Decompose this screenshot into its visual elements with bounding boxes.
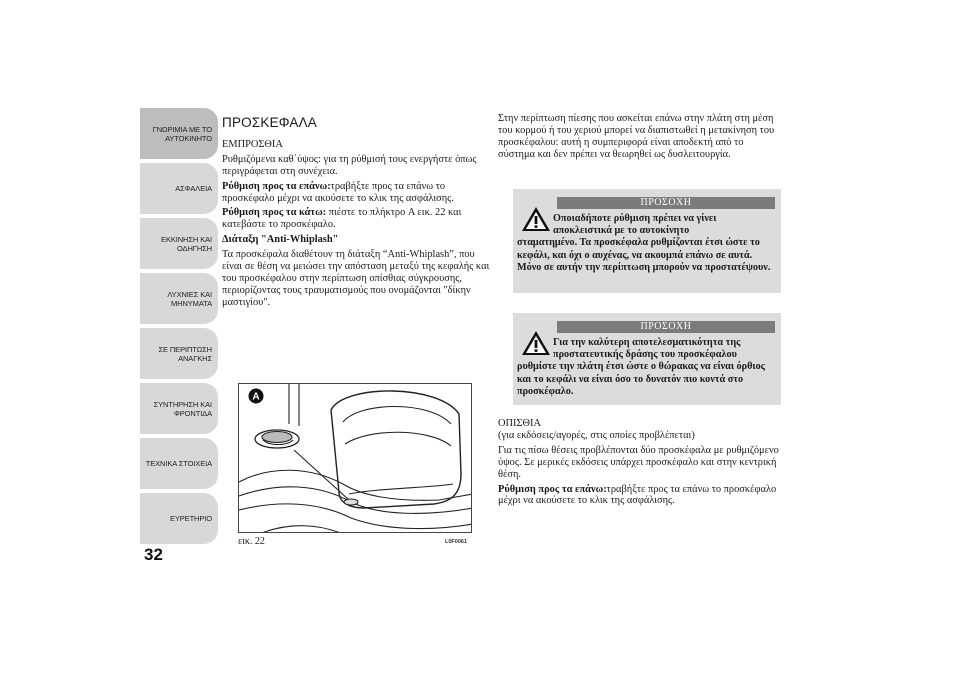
page-title: ΠΡΟΣΚΕΦΑΛΑ xyxy=(222,115,318,130)
anti-whiplash-text: Τα προσκέφαλα διαθέτουν τη διάταξη “Anti-Whiplash”, που είναι σε θέση να μειώσει την απόσταση μεταξύ της κεφαλής και του προσκέφαλου στην περίπτωση οπίσθιας σύγκρουσης, περιορίζοντας τους τραυματισμούς που ονομάζονται "δίκην μαστιγίου". xyxy=(222,249,490,308)
warning-box-2 xyxy=(513,313,781,405)
sidebar-item-emergency[interactable] xyxy=(140,328,218,379)
sidebar-item-starting-driving[interactable] xyxy=(140,218,218,269)
sidebar-item-label: ΕΚΚΙΝΗΣΗ ΚΑΙ ΟΔΗΓΗΣΗ xyxy=(161,234,212,253)
down-adjust-paragraph xyxy=(222,207,492,231)
rear-up-paragraph xyxy=(498,484,780,508)
sidebar-item-safety[interactable] xyxy=(140,163,218,214)
down-adjust-text: πιέστε το πλήκτρο A εικ. 22 και κατεβάστε το προσκέφαλο. xyxy=(222,207,462,231)
up-adjust-label: Ρύθμιση προς τα επάνω: xyxy=(222,180,331,192)
callout-a-label: A xyxy=(252,391,260,403)
sidebar-item-label: ΤΕΧΝΙΚΑ ΣΤΟΙΧΕΙΑ xyxy=(145,459,212,468)
sidebar-item-label: ΣΕ ΠΕΡΙΠΤΩΣΗ ΑΝΑΓΚΗΣ xyxy=(158,344,212,363)
down-adjust-label: Ρύθμιση προς τα κάτω: xyxy=(222,207,327,219)
warning-text-rest: σταματημένο. Τα προσκέφαλα ρυθμίζονται έτσι ώστε το κεφάλι, και όχι ο αυχένας, να ακουμπά επάνω σε αυτά. Μόνο σε αυτήν την περίπτωση μπορούν να προστατέψουν. xyxy=(517,237,771,273)
warning-box-1 xyxy=(513,189,781,293)
sidebar-item-label: ΣΥΝΤΗΡΗΣΗ ΚΑΙ ΦΡΟΝΤΙΔΑ xyxy=(153,399,212,418)
sidebar-item-technical[interactable] xyxy=(140,438,218,489)
rear-up-text: τραβήξτε προς τα επάνω το προσκέφαλο μέχρι να ακούσετε το κλικ της ασφάλισης. xyxy=(498,483,777,507)
rear-heading: ΟΠΙΣΘΙΑ xyxy=(498,418,541,429)
figure-code: L0F0061 xyxy=(445,539,468,545)
warning-text-first: Οποιαδήποτε ρύθμιση πρέπει να γίνει αποκλειστικά με το αυτοκίνητο xyxy=(553,213,717,237)
sidebar-item-label: ΛΥΧΝΙΕΣ ΚΑΙ ΜΗΝΥΜΑΤΑ xyxy=(167,289,212,308)
rear-up-label: Ρύθμιση προς τα επάνω: xyxy=(498,483,607,495)
warning-text xyxy=(517,213,773,274)
rear-text: Για τις πίσω θέσεις προβλέπονται δύο προσκέφαλα με ρυθμιζόμενο ύψος. Σε μερικές εκδόσεις υπάρχει προσκέφαλο και στην κεντρική θέση. xyxy=(498,444,779,480)
headrest-figure xyxy=(238,383,472,533)
rear-section xyxy=(498,418,780,510)
page-number: 32 xyxy=(144,545,163,564)
front-heading: ΕΜΠΡΟΣΘΙΑ xyxy=(222,138,283,150)
left-column xyxy=(222,113,492,312)
up-adjust-text: τραβήξτε προς τα επάνω το προσκέφαλο μέχρι να ακούσετε το κλικ της ασφάλισης. xyxy=(222,180,454,204)
sidebar-item-maintenance[interactable] xyxy=(140,383,218,434)
front-intro: Ρυθμιζόμενα καθ΄ύψος: για τη ρύθμισή τους ενεργήστε όπως περιγράφεται στη συνέχεια. xyxy=(222,153,477,177)
warning-title: ΠΡΟΣΟΧΗ xyxy=(557,197,775,209)
anti-whiplash-heading-text: Διάταξη "Anti-Whiplash" xyxy=(222,234,339,246)
sidebar-item-lights-messages[interactable] xyxy=(140,273,218,324)
headrest-illustration xyxy=(239,384,472,533)
chapter-sidebar xyxy=(140,108,218,548)
warning-text-rest: ρυθμίστε την πλάτη έτσι ώστε ο θώρακας να είναι όρθιος και το κεφάλι να είναι όσο το δυνατόν πιο κοντά στο προσκέφαλο. xyxy=(517,361,765,397)
figure-caption: εικ. 22 xyxy=(238,536,265,547)
warning-title: ΠΡΟΣΟΧΗ xyxy=(557,321,775,333)
sidebar-item-label: ΓΝΩΡΙΜΙΑ ΜΕ ΤΟ ΑΥΤΟΚΙΝΗΤΟ xyxy=(152,124,212,143)
rear-note: (για εκδόσεις/αγορές, στις οποίες προβλέπεται) xyxy=(498,429,695,441)
sidebar-item-label: ΕΥΡΕΤΗΡΙΟ xyxy=(169,514,212,523)
anti-whiplash-heading xyxy=(222,234,492,246)
warning-text xyxy=(517,337,773,398)
right-column xyxy=(498,113,780,164)
sidebar-item-intro[interactable] xyxy=(140,108,218,159)
up-adjust-paragraph xyxy=(222,181,492,205)
warning-text-first: Για την καλύτερη αποτελεσματικότητα της προστατευτικής δράσης του προσκέφαλου xyxy=(553,337,741,361)
behavior-note: Στην περίπτωση πίεσης που ασκείται επάνω στην πλάτη στη μέση του κορμού ή του χεριού μπορεί να διαπιστωθεί η μετακίνηση του προσκέφαλου: αυτή η συμπεριφορά είναι αποδεκτή από το σύστημα και δεν πρέπει να θεωρηθεί ως δυσλειτουργία. xyxy=(498,113,775,160)
sidebar-item-index[interactable] xyxy=(140,493,218,544)
sidebar-item-label: ΑΣΦΑΛΕΙΑ xyxy=(175,184,212,193)
